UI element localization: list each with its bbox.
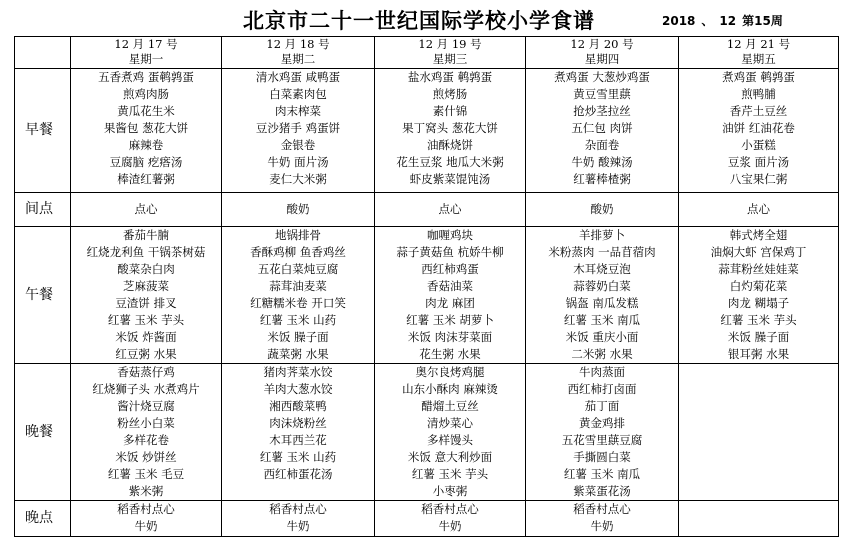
day-weekday: 星期一: [128, 52, 164, 66]
day-date: 12 月 17 号: [114, 37, 178, 51]
menu-item: 香菇蒸仔鸡: [117, 365, 175, 379]
menu-item: 抢炒茎拉丝: [573, 104, 631, 118]
menu-item: 蒜茸油麦菜: [269, 279, 327, 293]
menu-item: 多样花卷: [123, 433, 169, 447]
menu-cell: [526, 69, 679, 193]
menu-cell: [679, 227, 839, 364]
menu-item: 棒渣红薯粥: [117, 172, 175, 186]
meal-row-breakfast: [15, 69, 839, 193]
menu-cell: [71, 69, 222, 193]
meal-label: 晚点: [15, 501, 71, 537]
menu-item: 果丁窝头 葱花大饼: [402, 121, 498, 135]
week-separator: 、: [701, 14, 714, 28]
menu-item: 红薯 玉米 南瓜: [563, 313, 641, 327]
menu-item: 点心: [438, 202, 462, 216]
menu-item: 西红柿打卤面: [567, 382, 637, 396]
day-weekday: 星期五: [741, 52, 776, 66]
menu-item: 油饼 红油花卷: [722, 121, 795, 135]
day-header: [375, 37, 526, 69]
menu-item: 红薯 玉米 芋头: [720, 313, 797, 327]
menu-cell: [222, 69, 375, 193]
meal-label: 早餐: [15, 69, 71, 193]
menu-item: 蒜茸粉丝娃娃菜: [718, 262, 799, 276]
menu-item: 西红柿鸡蛋: [421, 262, 479, 276]
menu-item: 五花雪里蕻豆腐: [561, 433, 643, 447]
menu-item: 煎鸭脯: [741, 87, 776, 101]
menu-item: 木耳西兰花: [269, 433, 327, 447]
menu-item: 香酥鸡柳 鱼香鸡丝: [250, 245, 346, 259]
day-header: [71, 37, 222, 69]
menu-item: 红薯 玉米 南瓜: [563, 467, 641, 481]
menu-item: 豆浆 面片汤: [727, 155, 790, 169]
menu-cell: [375, 69, 526, 193]
menu-cell: [222, 501, 375, 537]
menu-item: 豆腐脑 疙瘩汤: [109, 155, 183, 169]
menu-table: [14, 36, 839, 537]
menu-cell: [375, 501, 526, 537]
menu-cell: [526, 364, 679, 501]
menu-item: 黄豆雪里蕻: [573, 87, 631, 101]
meal-label: 午餐: [15, 227, 71, 364]
menu-cell: [679, 193, 839, 227]
meal-row-snack: [15, 193, 839, 227]
menu-item: 木耳烧豆泡: [573, 262, 631, 276]
menu-item: 稻香村点心: [421, 502, 479, 516]
menu-item: 肉末榨菜: [275, 104, 321, 118]
menu-item: 西红柿蛋花汤: [263, 467, 333, 481]
menu-item: 羊排萝卜: [579, 228, 625, 242]
menu-item: 煎鸡肉肠: [123, 87, 169, 101]
menu-cell: [679, 501, 839, 537]
week-month: 12: [719, 14, 737, 28]
menu-item: 豆沙猪手 鸡蛋饼: [255, 121, 341, 135]
day-header: [526, 37, 679, 69]
menu-item: 手撕圆白菜: [573, 450, 631, 464]
menu-item: 稻香村点心: [269, 502, 327, 516]
meal-label: 晚餐: [15, 364, 71, 501]
menu-item: 牛奶: [134, 519, 158, 533]
menu-item: 果酱包 葱花大饼: [103, 121, 189, 135]
menu-item: 肉沫烧粉丝: [269, 416, 327, 430]
menu-item: 粉丝小白菜: [117, 416, 175, 430]
day-weekday: 星期四: [584, 52, 620, 66]
menu-item: 牛奶: [286, 519, 310, 533]
menu-cell: [375, 227, 526, 364]
week-year: 2018: [662, 14, 696, 28]
menu-item: 米饭 炸酱面: [115, 330, 177, 344]
menu-item: 牛肉蒸面: [579, 365, 625, 379]
menu-item: 点心: [747, 202, 770, 216]
day-date: 12 月 19 号: [418, 37, 482, 51]
page-title: 北京市二十一世纪国际学校小学食谱: [243, 9, 595, 33]
menu-item: 酸菜杂白肉: [117, 262, 175, 276]
menu-item: 山东小酥肉 麻辣烫: [402, 382, 498, 396]
meal-row-dinner: [15, 364, 839, 501]
menu-item: 小枣粥: [432, 484, 468, 498]
menu-item: 酸奶: [590, 202, 614, 216]
day-weekday: 星期二: [280, 52, 316, 66]
menu-item: 奥尔良烤鸡腿: [415, 365, 485, 379]
menu-item: 麻辣卷: [128, 138, 164, 152]
menu-item: 米饭 肉沫芽菜面: [407, 330, 493, 344]
menu-cell: [679, 69, 839, 193]
menu-item: 肉龙 糊塌子: [727, 296, 790, 310]
menu-item: 地锅排骨: [275, 228, 321, 242]
menu-cell: [526, 193, 679, 227]
menu-item: 二米粥 水果: [571, 347, 633, 361]
day-header: [222, 37, 375, 69]
menu-item: 金银卷: [280, 138, 316, 152]
menu-item: 红薯 玉米 胡萝卜: [406, 313, 494, 327]
menu-item: 番茄牛腩: [123, 228, 169, 242]
menu-item: 牛奶: [438, 519, 462, 533]
menu-cell: [679, 364, 839, 501]
menu-item: 清水鸡蛋 咸鸭蛋: [255, 70, 341, 84]
menu-item: 五仁包 肉饼: [571, 121, 633, 135]
menu-cell: [526, 501, 679, 537]
menu-item: 油酥烧饼: [427, 138, 473, 152]
menu-item: 小蛋糕: [741, 138, 776, 152]
menu-item: 红豆粥 水果: [115, 347, 177, 361]
menu-item: 湘西酸菜鸭: [269, 399, 327, 413]
menu-item: 米饭 臊子面: [267, 330, 329, 344]
menu-item: 红烧龙利鱼 干锅茶树菇: [86, 245, 206, 259]
menu-item: 黄瓜花生米: [117, 104, 175, 118]
menu-item: 稻香村点心: [573, 502, 631, 516]
menu-item: 米粉蒸肉 一品苜蓿肉: [548, 245, 656, 259]
menu-item: 花生粥 水果: [419, 347, 481, 361]
menu-item: 锅盔 南瓜发糕: [565, 296, 639, 310]
menu-item: 麦仁大米粥: [269, 172, 327, 186]
menu-item: 咖喱鸡块: [427, 228, 473, 242]
menu-cell: [71, 227, 222, 364]
menu-item: 蒜蓉奶白菜: [573, 279, 631, 293]
menu-item: 八宝果仁粥: [729, 172, 788, 186]
menu-cell: [222, 193, 375, 227]
meal-row-lunch: [15, 227, 839, 364]
menu-item: 点心: [134, 202, 158, 216]
menu-item: 芝麻菠菜: [123, 279, 169, 293]
menu-item: 韩式烤全翅: [729, 228, 788, 242]
menu-item: 五香煮鸡 蛋鹌鹑蛋: [98, 70, 194, 84]
menu-item: 素什锦: [432, 104, 468, 118]
menu-item: 煎烤肠: [432, 87, 468, 101]
menu-item: 五花白菜炖豆腐: [257, 262, 339, 276]
week-info: [662, 12, 789, 29]
menu-item: 红薯 玉米 芋头: [411, 467, 489, 481]
week-number: 第15周: [742, 14, 783, 28]
menu-item: 肉龙 麻团: [425, 296, 475, 310]
menu-item: 红薯棒楂粥: [573, 172, 631, 186]
menu-item: 油焖大虾 宫保鸡丁: [710, 245, 807, 259]
menu-item: 紫菜蛋花汤: [573, 484, 631, 498]
menu-item: 猪肉荠菜水饺: [263, 365, 333, 379]
menu-item: 米饭 炒饼丝: [115, 450, 177, 464]
menu-cell: [222, 227, 375, 364]
menu-item: 米饭 臊子面: [727, 330, 790, 344]
menu-item: 清炒菜心: [427, 416, 473, 430]
menu-item: 茄丁面: [584, 399, 620, 413]
menu-item: 红薯 玉米 山药: [259, 313, 337, 327]
day-date: 12 月 18 号: [266, 37, 330, 51]
header-row: [15, 37, 839, 69]
menu-cell: [375, 193, 526, 227]
menu-item: 酸奶: [286, 202, 310, 216]
menu-item: 白菜素肉包: [269, 87, 327, 101]
menu-item: 红薯 玉米 毛豆: [107, 467, 185, 481]
day-date: 12 月 20 号: [570, 37, 634, 51]
menu-item: 煮鸡蛋 大葱炒鸡蛋: [554, 70, 650, 84]
menu-item: 醋熘土豆丝: [421, 399, 479, 413]
menu-item: 蔬菜粥 水果: [267, 347, 329, 361]
header-corner: [15, 37, 71, 69]
menu-cell: [526, 227, 679, 364]
menu-item: 红烧狮子头 水煮鸡片: [92, 382, 200, 396]
menu-item: 米饭 重庆小面: [565, 330, 639, 344]
day-header: [679, 37, 839, 69]
menu-item: 白灼菊花菜: [729, 279, 788, 293]
menu-item: 虾皮紫菜馄饨汤: [409, 172, 491, 186]
menu-item: 红薯 玉米 山药: [259, 450, 337, 464]
meal-row-evening-snack: [15, 501, 839, 537]
menu-item: 米饭 意大利炒面: [407, 450, 493, 464]
menu-cell: [71, 193, 222, 227]
menu-item: 牛奶 酸辣汤: [571, 155, 633, 169]
menu-item: 花生豆浆 地瓜大米粥: [396, 155, 504, 169]
menu-item: 煮鸡蛋 鹌鹑蛋: [722, 70, 795, 84]
day-weekday: 星期三: [432, 52, 468, 66]
meal-label: 间点: [15, 193, 71, 227]
menu-item: 羊肉大葱水饺: [263, 382, 333, 396]
menu-item: 蒜子黄菇鱼 杭娇牛柳: [396, 245, 504, 259]
menu-item: 酱汁烧豆腐: [117, 399, 175, 413]
menu-item: 紫米粥: [128, 484, 164, 498]
menu-item: 杂面卷: [584, 138, 620, 152]
menu-item: 黄金鸡排: [579, 416, 625, 430]
menu-item: 银耳粥 水果: [727, 347, 790, 361]
menu-item: 牛奶 面片汤: [267, 155, 329, 169]
menu-item: 多样馒头: [427, 433, 473, 447]
menu-cell: [222, 364, 375, 501]
menu-item: 牛奶: [590, 519, 614, 533]
menu-item: 红薯 玉米 芋头: [107, 313, 185, 327]
menu-item: 稻香村点心: [117, 502, 175, 516]
day-date: 12 月 21 号: [726, 37, 791, 51]
menu-item: 盐水鸡蛋 鹌鹑蛋: [407, 70, 493, 84]
menu-item: 红糖糯米卷 开口笑: [250, 296, 346, 310]
menu-cell: [375, 364, 526, 501]
menu-cell: [71, 501, 222, 537]
menu-cell: [71, 364, 222, 501]
menu-item: 香芹土豆丝: [729, 104, 788, 118]
menu-item: 豆渣饼 排叉: [115, 296, 177, 310]
menu-item: 香菇油菜: [427, 279, 473, 293]
